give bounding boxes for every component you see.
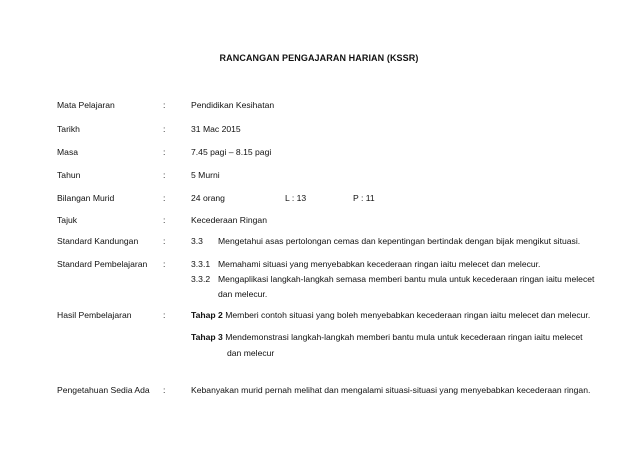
tahap-label: Tahap 2 [191, 310, 223, 320]
field-label: Tarikh [57, 124, 80, 134]
field-colon: : [163, 170, 166, 180]
standard-number: 3.3.1 [191, 259, 211, 269]
outcome-line [191, 331, 583, 343]
field-value: Kecederaan Ringan [191, 215, 267, 225]
field-value: Kebanyakan murid pernah melihat dan mengalami situasi-situasi yang menyebabkan kecederaan ringan. [191, 385, 591, 395]
field-label: Mata Pelajaran [57, 100, 115, 110]
field-value: 7.45 pagi – 8.15 pagi [191, 147, 272, 157]
field-colon: : [163, 385, 166, 395]
field-value: Pendidikan Kesihatan [191, 100, 275, 110]
standard-number: 3.3.2 [191, 274, 211, 284]
field-colon: : [163, 236, 166, 246]
standard-text-continued: dan melecur. [218, 289, 268, 299]
field-value: 31 Mac 2015 [191, 124, 241, 134]
field-label: Hasil Pembelajaran [57, 310, 132, 320]
field-value: 24 orang [191, 193, 225, 203]
field-label: Masa [57, 147, 79, 157]
outcome-text: Memberi contoh situasi yang boleh menyebabkan kecederaan ringan iaitu melecet dan melecur. [225, 310, 591, 320]
standard-text: Mengetahui asas pertolongan cemas dan kepentingan bertindak dengan bijak mengikut situasi. [218, 236, 581, 246]
field-value: 5 Murni [191, 170, 220, 180]
standard-text: Mengaplikasi langkah-langkah semasa memberi bantu mula untuk kecederaan ringan iaitu melecet [218, 274, 595, 284]
tahap-label: Tahap 3 [191, 332, 223, 342]
field-label: Standard Kandungan [57, 236, 139, 246]
field-colon: : [163, 147, 166, 157]
count-perempuan: P : 11 [353, 193, 375, 203]
outcome-line [191, 309, 590, 321]
count-lelaki: L : 13 [285, 193, 307, 203]
field-colon: : [163, 310, 166, 320]
field-colon: : [163, 100, 166, 110]
field-label: Pengetahuan Sedia Ada [57, 385, 150, 395]
document-title: RANCANGAN PENGAJARAN HARIAN (KSSR) [219, 53, 419, 63]
field-label: Tahun [57, 170, 81, 180]
field-colon: : [163, 124, 166, 134]
field-colon: : [163, 259, 166, 269]
field-label: Standard Pembelajaran [57, 259, 148, 269]
field-label: Bilangan Murid [57, 193, 115, 203]
outcome-text-continued: dan melecur [227, 348, 275, 358]
outcome-text: Mendemonstrasi langkah-langkah memberi bantu mula untuk kecederaan ringan iaitu melecet [225, 332, 583, 342]
field-colon: : [163, 215, 166, 225]
field-label: Tajuk [57, 215, 78, 225]
standard-text: Memahami situasi yang menyebabkan kecederaan ringan iaitu melecet dan melecur. [218, 259, 541, 269]
field-colon: : [163, 193, 166, 203]
standard-number: 3.3 [191, 236, 203, 246]
